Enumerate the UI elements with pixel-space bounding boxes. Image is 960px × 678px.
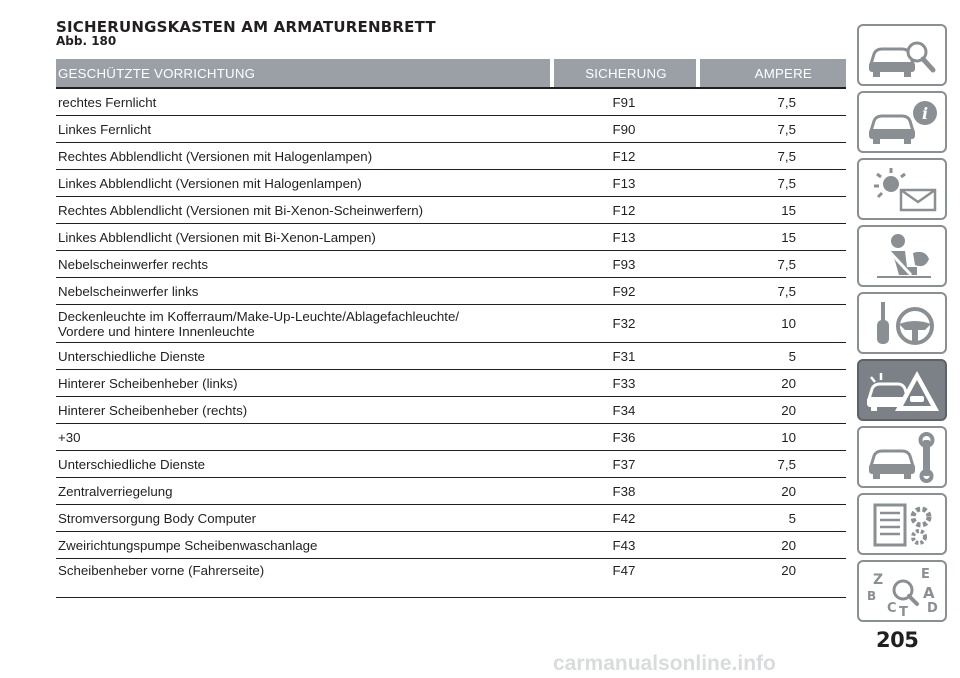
table-row xyxy=(56,88,846,116)
alphabetical-index-icon xyxy=(865,566,941,618)
tab-car-search[interactable] xyxy=(857,24,947,86)
fuse-cell: F90 xyxy=(550,116,696,143)
table-row xyxy=(56,397,846,424)
table-row xyxy=(56,197,846,224)
watermark: carmanualsonline.info xyxy=(553,652,776,675)
fuse-cell: F33 xyxy=(550,370,696,397)
device-cell: Zentralverriegelung xyxy=(56,478,550,505)
device-cell: Rechtes Abblendlicht (Versionen mit Halogenlampen) xyxy=(56,143,550,170)
ampere-cell: 15 xyxy=(696,197,846,224)
fuse-cell: F36 xyxy=(550,424,696,451)
device-cell: Stromversorgung Body Computer xyxy=(56,505,550,532)
fuse-cell: F92 xyxy=(550,278,696,305)
fuse-cell: F13 xyxy=(550,224,696,251)
index-letter: A xyxy=(923,584,935,602)
index-letter: D xyxy=(927,601,938,616)
device-cell: rechtes Fernlicht xyxy=(56,88,550,116)
fuse-table xyxy=(56,59,846,598)
fuse-cell: F12 xyxy=(550,197,696,224)
table-row xyxy=(56,170,846,197)
specifications-gear-icon xyxy=(865,499,941,551)
table-row xyxy=(56,251,846,278)
ampere-cell: 7,5 xyxy=(696,143,846,170)
figure-reference: Abb. 180 xyxy=(56,34,117,48)
car-search-icon xyxy=(865,30,941,82)
ampere-cell: 7,5 xyxy=(696,278,846,305)
tab-technical-data[interactable] xyxy=(857,493,947,555)
ampere-cell: 20 xyxy=(696,478,846,505)
index-letter: Z xyxy=(873,572,884,588)
table-row xyxy=(56,478,846,505)
table-row xyxy=(56,116,846,143)
device-cell: Hinterer Scheibenheber (rechts) xyxy=(56,397,550,424)
fuse-cell: F13 xyxy=(550,170,696,197)
key-steering-wheel-icon xyxy=(865,298,941,350)
table-row xyxy=(56,532,846,559)
car-info-icon xyxy=(865,97,941,149)
table-row xyxy=(56,424,846,451)
device-cell: Rechtes Abblendlicht (Versionen mit Bi-Xenon-Scheinwerfern) xyxy=(56,197,550,224)
device-cell: Nebelscheinwerfer rechts xyxy=(56,251,550,278)
page-number: 205 xyxy=(876,628,919,652)
tab-warning-lights[interactable] xyxy=(857,158,947,220)
ampere-cell: 7,5 xyxy=(696,88,846,116)
ampere-cell: 7,5 xyxy=(696,116,846,143)
fuse-cell: F34 xyxy=(550,397,696,424)
ampere-cell: 20 xyxy=(696,532,846,559)
car-accident-warning-icon xyxy=(865,365,941,417)
fuse-cell: F93 xyxy=(550,251,696,278)
airbag-seatbelt-icon xyxy=(865,231,941,283)
warning-lights-message-icon xyxy=(865,164,941,216)
fuse-cell: F47 xyxy=(550,559,696,598)
ampere-cell: 5 xyxy=(696,505,846,532)
fuse-cell: F31 xyxy=(550,343,696,370)
svg-text:i: i xyxy=(921,104,929,123)
table-row xyxy=(56,451,846,478)
ampere-cell: 10 xyxy=(696,305,846,343)
ampere-cell: 20 xyxy=(696,397,846,424)
device-cell: Unterschiedliche Dienste xyxy=(56,451,550,478)
table-row xyxy=(56,305,846,343)
table-row xyxy=(56,370,846,397)
page-title: SICHERUNGSKASTEN AM ARMATURENBRETT xyxy=(56,18,436,36)
fuse-cell: F12 xyxy=(550,143,696,170)
tab-starting-driving[interactable] xyxy=(857,292,947,354)
column-header-device: GESCHÜTZTE VORRICHTUNG xyxy=(56,59,550,88)
ampere-cell: 5 xyxy=(696,343,846,370)
table-row xyxy=(56,343,846,370)
ampere-cell: 7,5 xyxy=(696,451,846,478)
index-letter: E xyxy=(921,567,930,582)
fuse-cell: F43 xyxy=(550,532,696,559)
ampere-cell: 20 xyxy=(696,370,846,397)
tab-safety[interactable] xyxy=(857,225,947,287)
table-row xyxy=(56,278,846,305)
tab-car-info[interactable] xyxy=(857,91,947,153)
ampere-cell: 10 xyxy=(696,424,846,451)
table-row xyxy=(56,505,846,532)
device-cell: Linkes Fernlicht xyxy=(56,116,550,143)
fuse-cell: F37 xyxy=(550,451,696,478)
fuse-cell: F32 xyxy=(550,305,696,343)
column-header-ampere: AMPERE xyxy=(700,59,846,88)
tab-index[interactable] xyxy=(857,560,947,622)
table-row xyxy=(56,559,846,598)
index-letter: C xyxy=(887,601,897,616)
column-header-fuse: SICHERUNG xyxy=(554,59,696,88)
ampere-cell: 20 xyxy=(696,559,846,598)
index-letter: B xyxy=(867,589,877,603)
device-cell: Scheibenheber vorne (Fahrerseite) xyxy=(56,559,550,598)
table-row xyxy=(56,224,846,251)
device-cell: Nebelscheinwerfer links xyxy=(56,278,550,305)
device-cell: Unterschiedliche Dienste xyxy=(56,343,550,370)
tab-emergency[interactable] xyxy=(857,359,947,421)
ampere-cell: 15 xyxy=(696,224,846,251)
car-wrench-icon xyxy=(865,432,941,484)
device-cell: +30 xyxy=(56,424,550,451)
fuse-cell: F38 xyxy=(550,478,696,505)
fuse-cell: F42 xyxy=(550,505,696,532)
ampere-cell: 7,5 xyxy=(696,251,846,278)
ampere-cell: 7,5 xyxy=(696,170,846,197)
table-header-row xyxy=(56,59,846,88)
device-cell: Linkes Abblendlicht (Versionen mit Bi-Xenon-Lampen) xyxy=(56,224,550,251)
index-letter: T xyxy=(899,605,908,618)
device-cell: Zweirichtungspumpe Scheibenwaschanlage xyxy=(56,532,550,559)
device-cell: Deckenleuchte im Kofferraum/Make-Up-Leuchte/Ablagefachleuchte/ Vordere und hintere Innenleuchte xyxy=(56,305,550,343)
fuse-cell: F91 xyxy=(550,88,696,116)
table-row xyxy=(56,143,846,170)
tab-maintenance[interactable] xyxy=(857,426,947,488)
device-cell: Linkes Abblendlicht (Versionen mit Halogenlampen) xyxy=(56,170,550,197)
device-cell: Hinterer Scheibenheber (links) xyxy=(56,370,550,397)
